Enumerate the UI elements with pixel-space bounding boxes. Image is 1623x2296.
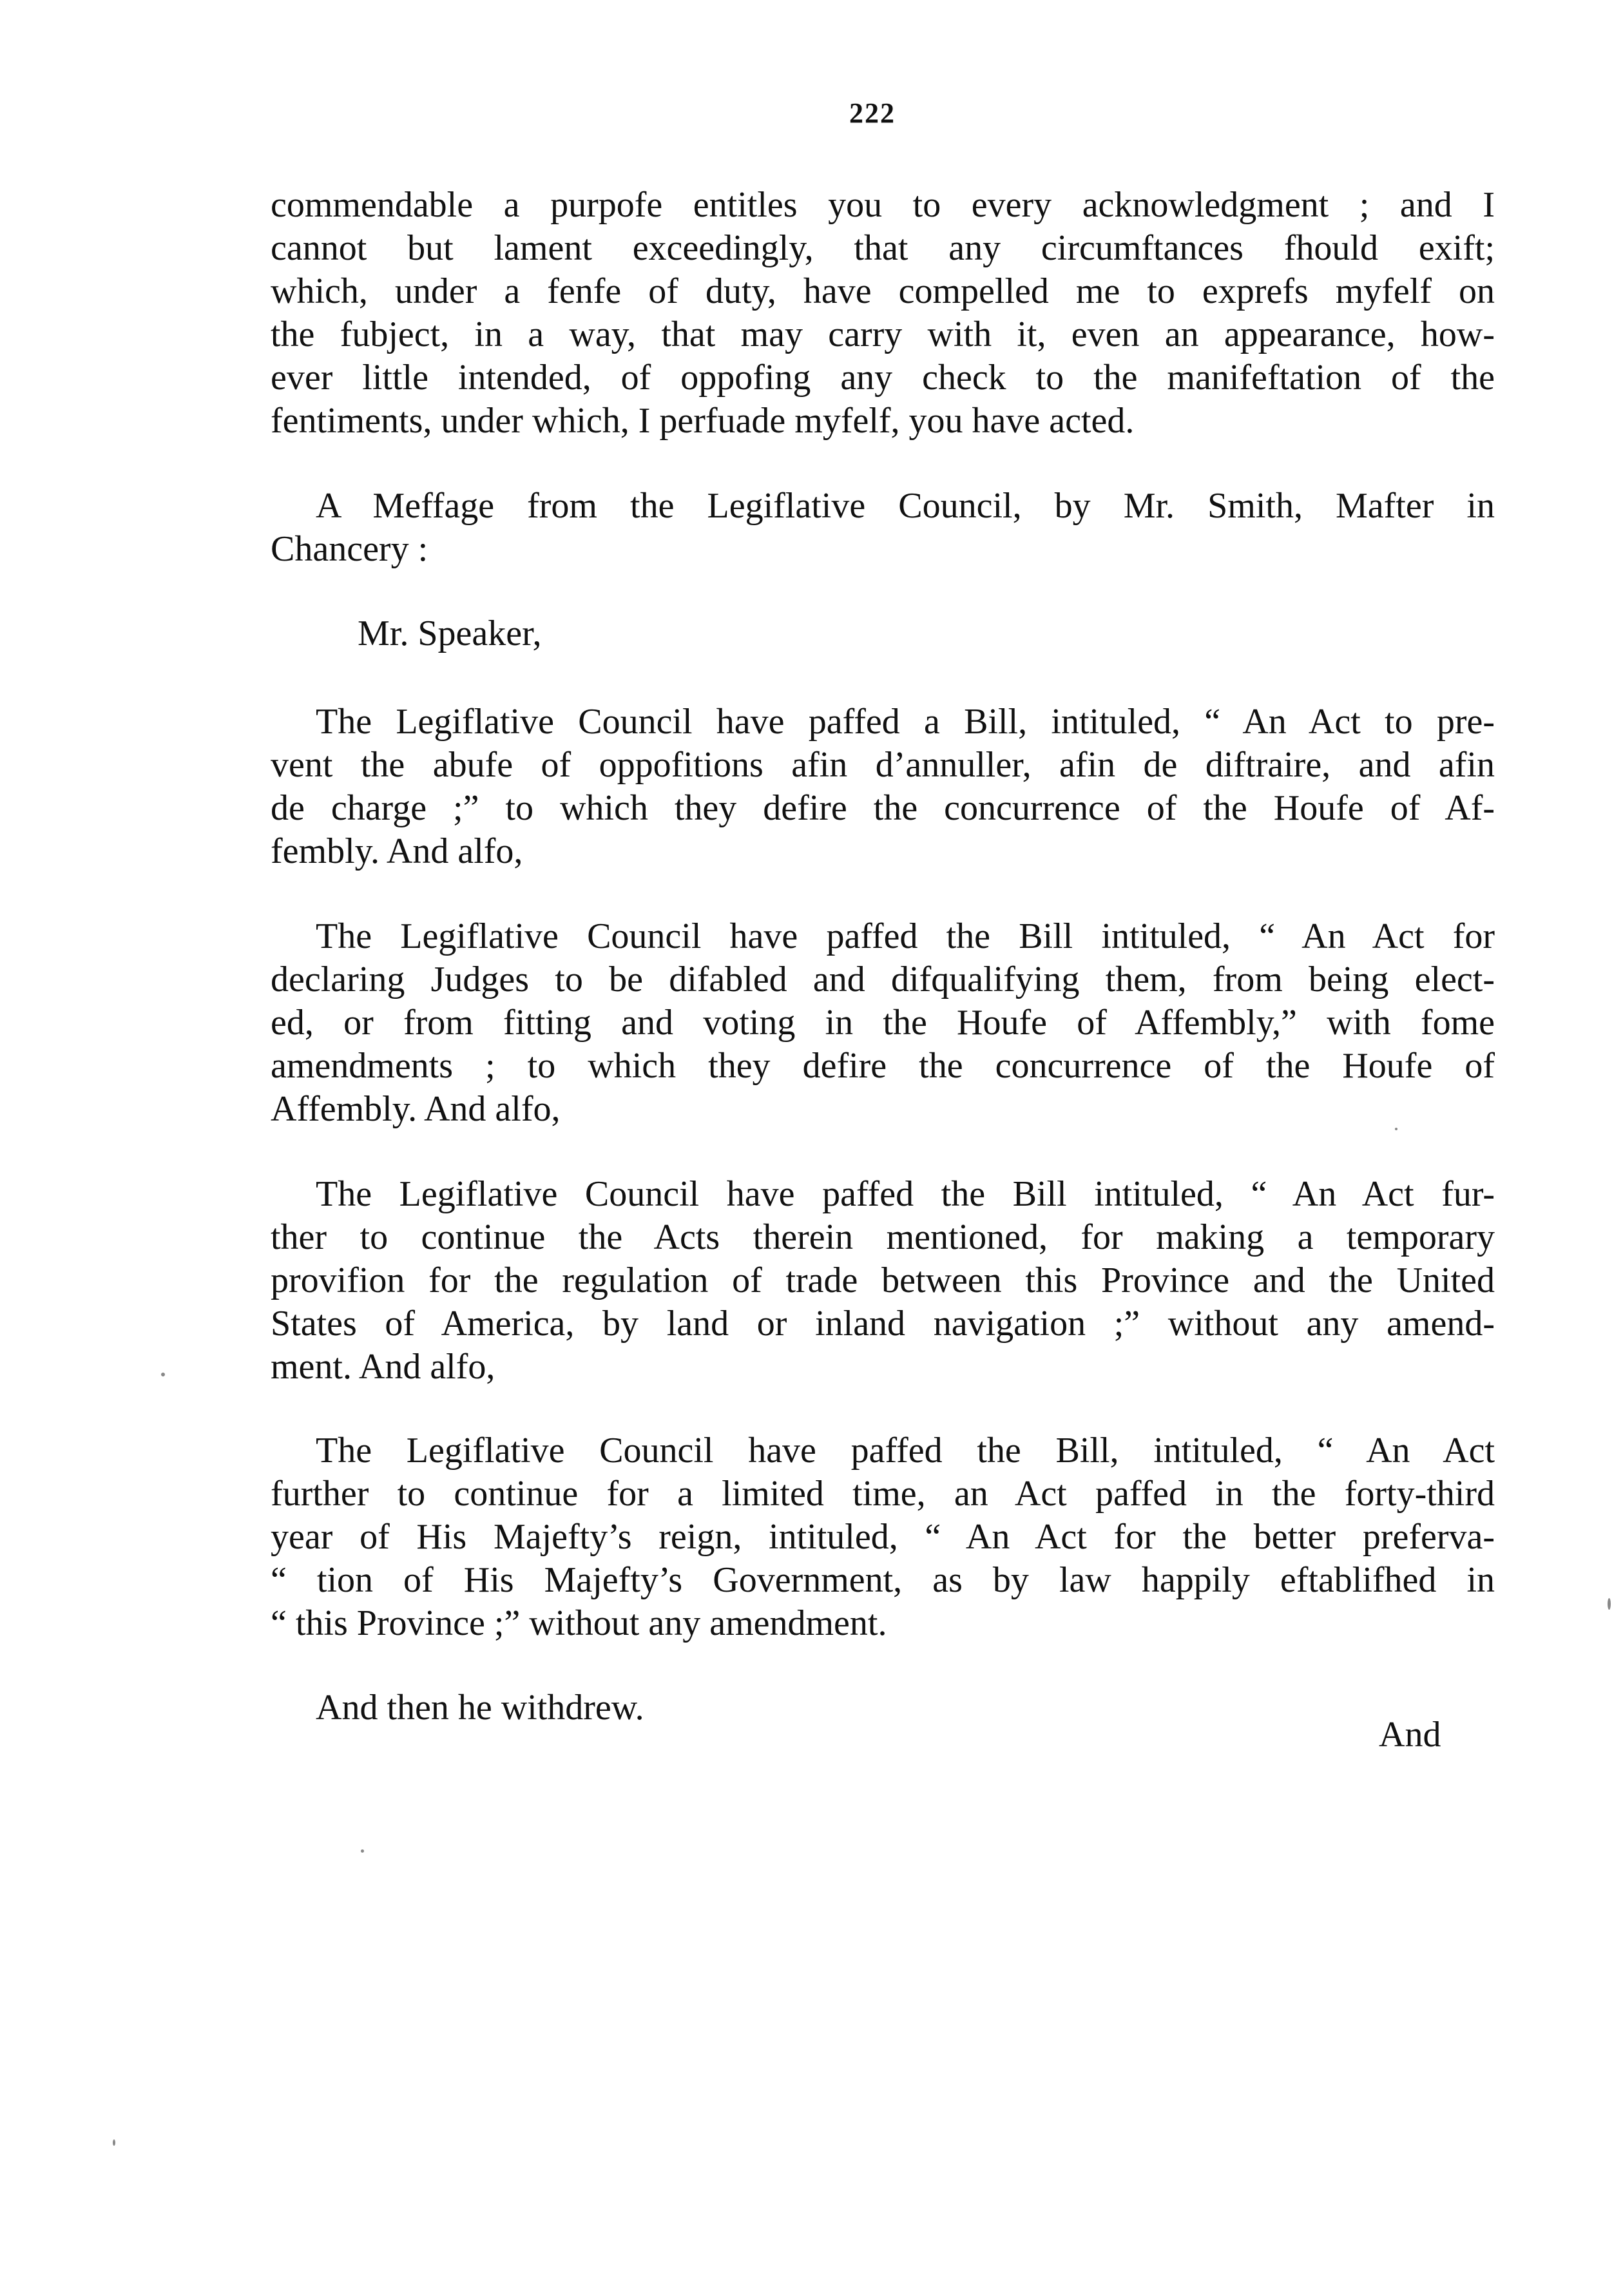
bill-paragraph-1 (271, 700, 1495, 873)
scan-speck (113, 2139, 115, 2146)
text-line: Mr. Speaker, (358, 613, 542, 653)
text-line: cannot but lament exceedingly, that any circumftances fhould exift; (271, 228, 1495, 268)
scan-speck (161, 1373, 165, 1376)
text-line: Affembly. And alfo, (271, 1089, 561, 1129)
scan-speck (1608, 1598, 1611, 1610)
text-line: The Legiflative Council have paffed the Bill, intituled, “ An Act (316, 1431, 1495, 1471)
text-line: ther to continue the Acts therein mentioned, for making a temporary (271, 1217, 1495, 1257)
bill-paragraph-3 (271, 1173, 1495, 1389)
text-line: ment. And alfo, (271, 1347, 495, 1387)
text-line: “ this Province ;” without any amendment. (271, 1603, 887, 1643)
page-number: 222 (849, 97, 896, 129)
text-line: ed, or from fitting and voting in the Houfe of Affembly,” with fome (271, 1003, 1495, 1043)
salutation (358, 612, 1582, 655)
text-line: And then he withdrew. (316, 1688, 644, 1728)
text-line: year of His Majefty’s reign, intituled, “ An Act for the better preferva- (271, 1517, 1495, 1557)
closing-line (316, 1686, 1540, 1730)
text-line: The Legiflative Council have paffed a Bill, intituled, “ An Act to pre- (316, 702, 1495, 742)
text-line: “ tion of His Majefty’s Government, as by law happily eftablifhed in (271, 1560, 1495, 1600)
text-line: provifion for the regulation of trade between this Province and the United (271, 1260, 1495, 1300)
text-line: the fubject, in a way, that may carry with it, even an appearance, how- (271, 314, 1495, 354)
text-line: amendments ; to which they defire the concurrence of the Houfe of (271, 1046, 1495, 1086)
opening-paragraph (271, 184, 1495, 443)
text-line: States of America, by land or inland navigation ;” without any amend- (271, 1304, 1495, 1344)
text-line: vent the abufe of oppofitions afin d’annuller, afin de diftraire, and afin (271, 745, 1495, 785)
text-line: fentiments, under which, I perfuade myfelf, you have acted. (271, 401, 1135, 441)
scan-speck (361, 1849, 364, 1853)
message-paragraph (271, 485, 1495, 571)
text-line: commendable a purpofe entitles you to every acknowledgment ; and I (271, 185, 1495, 225)
text-line: The Legiflative Council have paffed the Bill intituled, “ An Act for (316, 916, 1495, 956)
text-line: The Legiflative Council have paffed the Bill intituled, “ An Act fur- (316, 1174, 1495, 1214)
text-line: A Meffage from the Legiflative Council, by Mr. Smith, Mafter in (316, 486, 1495, 526)
scan-speck (1395, 1128, 1397, 1130)
text-line: further to continue for a limited time, an Act paffed in the forty-third (271, 1474, 1495, 1514)
text-line: de charge ;” to which they defire the concurrence of the Houfe of Af- (271, 788, 1495, 828)
bill-paragraph-4 (271, 1429, 1495, 1645)
text-line: which, under a fenfe of duty, have compelled me to exprefs myfelf on (271, 271, 1495, 311)
text-line: ever little intended, of oppofing any check to the manifeftation of the (271, 358, 1495, 398)
text-line: Chancery : (271, 529, 428, 569)
text-line: declaring Judges to be difabled and difqualifying them, from being elect- (271, 960, 1495, 999)
text-line: fembly. And alfo, (271, 831, 523, 871)
catchword: And (1379, 1715, 1441, 1755)
bill-paragraph-2 (271, 915, 1495, 1131)
